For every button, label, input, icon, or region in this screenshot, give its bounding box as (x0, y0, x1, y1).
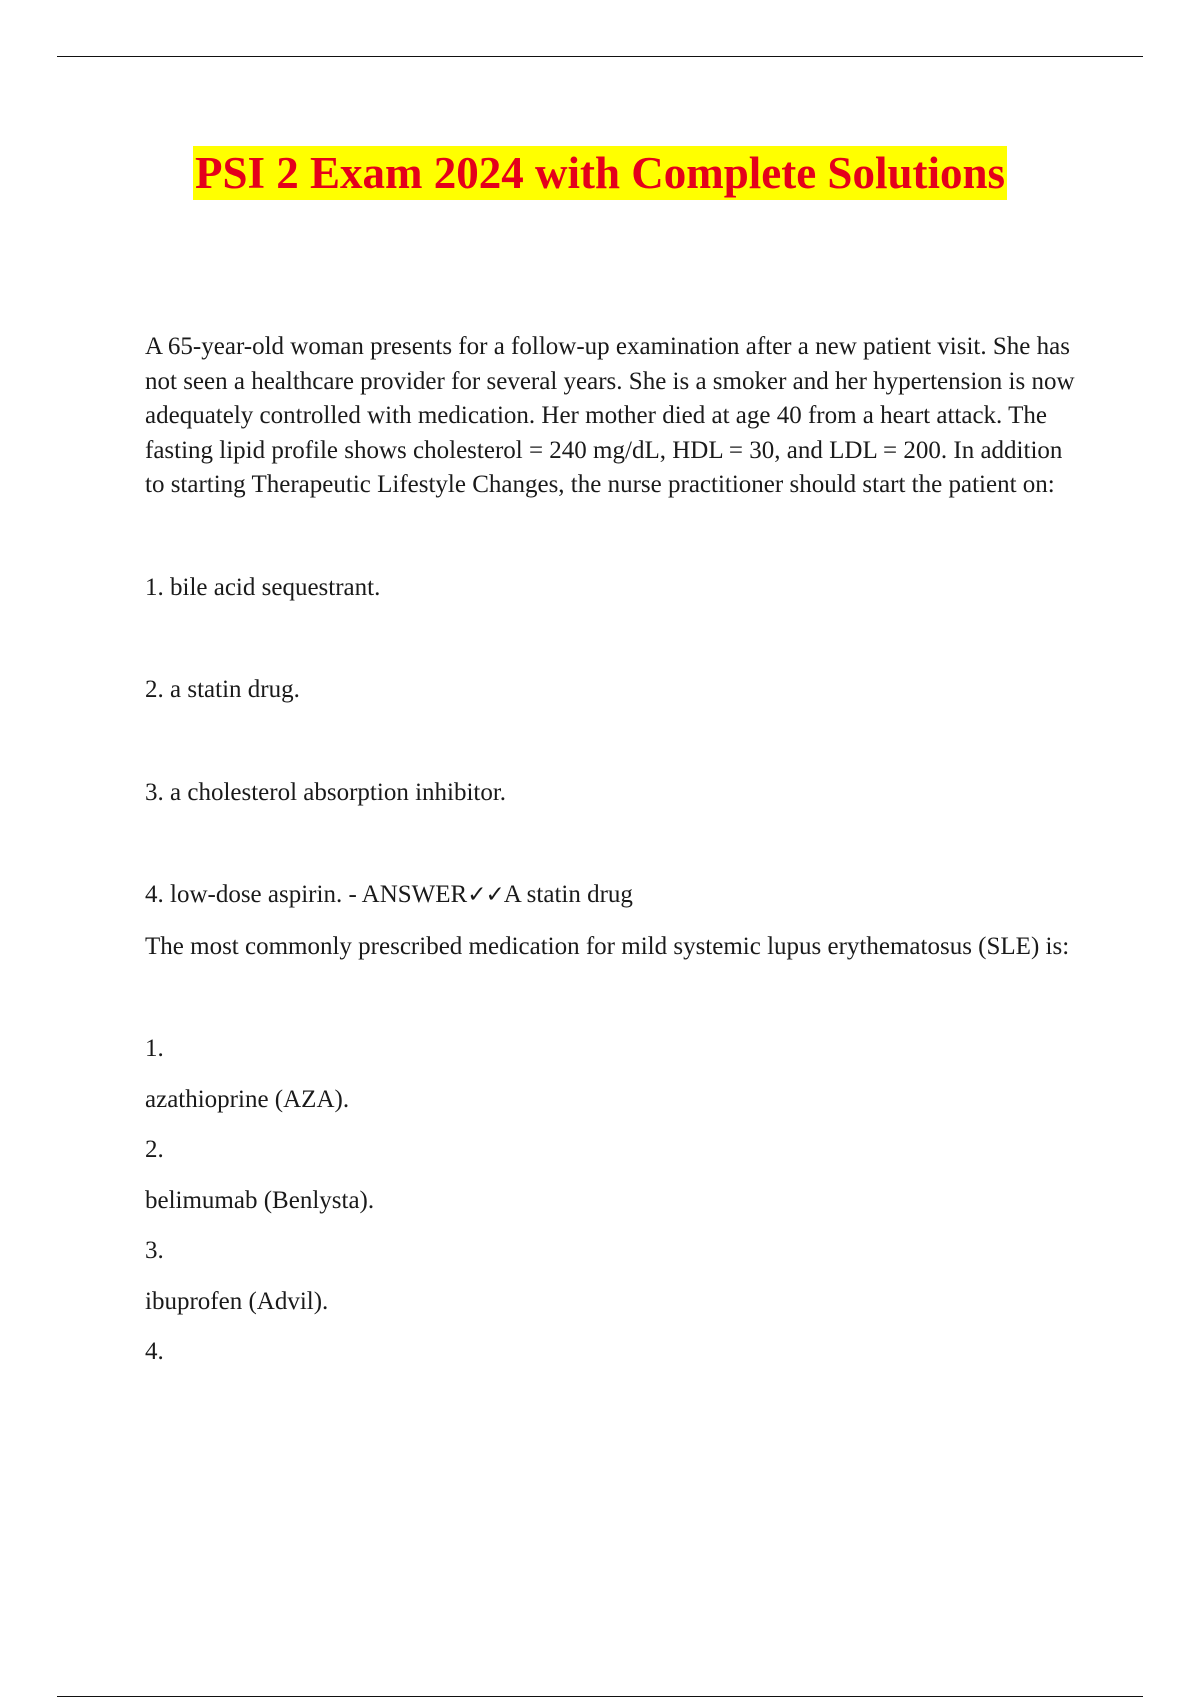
top-rule (57, 56, 1143, 57)
question-2-line: 2. (145, 1136, 164, 1163)
bottom-rule (57, 1696, 1143, 1697)
question-2-line: ibuprofen (Advil). (145, 1287, 329, 1315)
answer-separator: - ANSWER (342, 881, 468, 908)
question-2-line: 3. (145, 1237, 164, 1264)
question-1-answer: A statin drug (503, 881, 633, 908)
question-1-option-2: 2. a statin drug. (145, 676, 300, 703)
question-2-line: 4. (145, 1338, 164, 1365)
question-2-line: azathioprine (AZA). (145, 1085, 350, 1113)
question-1-option-3: 3. a cholesterol absorption inhibitor. (145, 778, 507, 806)
document-title: PSI 2 Exam 2024 with Complete Solutions (194, 148, 1006, 198)
document-body (145, 330, 1085, 1370)
question-2-line: 1. (145, 1035, 164, 1062)
question-1-stem: A 65-year-old woman presents for a follow-up examination after a new patient visit. She has not seen a healthcare provider for several years. She is a smoker and her hypertension is now adequately controlled with medication. Her mother died at age 40 from a heart attack. The fasting lipid profile shows cholesterol = 240 mg/dL, HDL = 30, and LDL = 200. In addition to starting Therapeutic Lifestyle Changes, the nurse practitioner should start the patient on: (145, 333, 1075, 498)
title-container (0, 146, 1200, 200)
question-2-stem: The most commonly prescribed medication for mild systemic lupus erythematosus (SLE) is: (145, 932, 1070, 960)
question-1-option-4: 4. low-dose aspirin. (145, 881, 343, 908)
question-1-option-4-with-answer (145, 878, 1085, 913)
question-2-line: belimumab (Benlysta). (145, 1186, 375, 1214)
double-check-icon: ✓✓ (467, 882, 504, 908)
question-1-option-1: 1. bile acid sequestrant. (145, 573, 381, 601)
